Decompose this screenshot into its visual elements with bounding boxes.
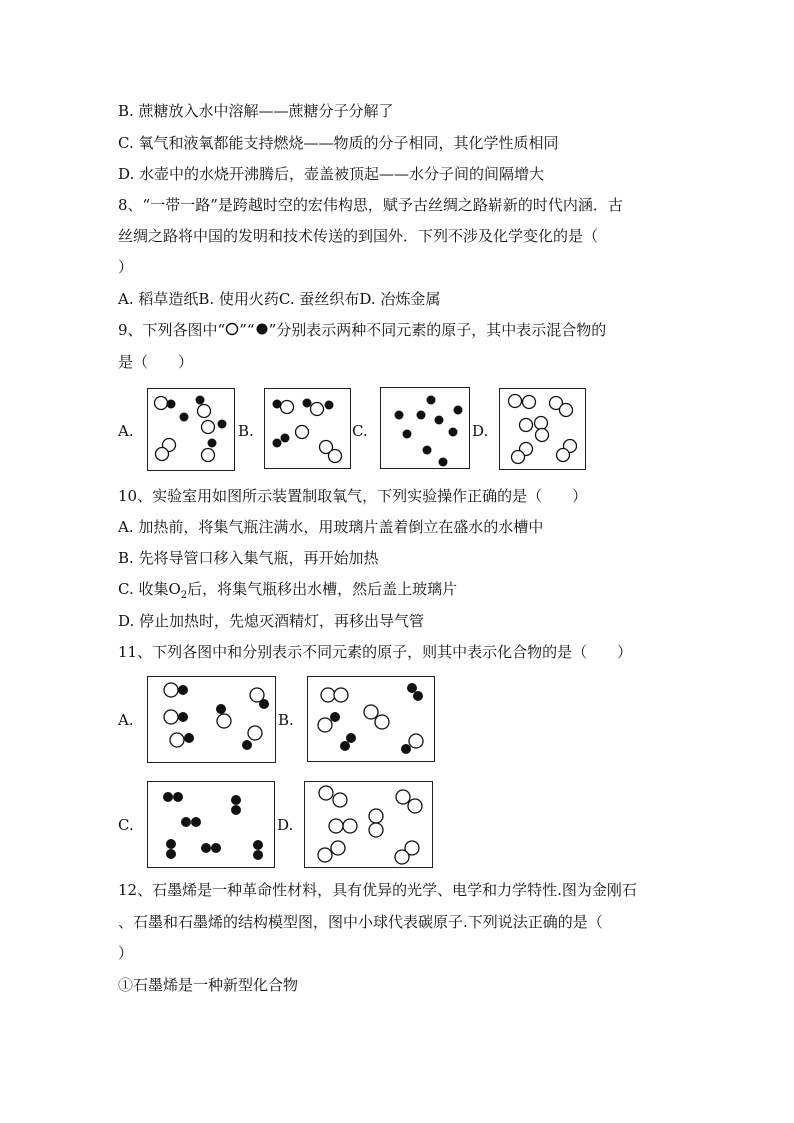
q10-option-b: B. 先将导管口移入集气瓶，再开始加热	[118, 549, 379, 567]
q9-label-b: B.	[238, 422, 254, 440]
q9-label-a: A.	[118, 422, 134, 440]
q8-stem-line3: ）	[118, 258, 134, 276]
q9-diagram-a-atoms	[148, 389, 234, 470]
q11-diagram-d-atoms	[305, 782, 432, 867]
q9-label-c: C.	[352, 422, 368, 440]
q9-stem-prefix: 9、下列各图中“	[118, 321, 226, 339]
q9-label-d: D.	[472, 422, 489, 440]
q11-label-a: A.	[118, 711, 134, 729]
q9-diagram-d	[499, 388, 586, 470]
q7-option-d: D. 水壶中的水烧开沸腾后，壶盖被顶起——水分子间的间隔增大	[118, 165, 545, 183]
q11-diagram-b	[307, 676, 435, 762]
q9-diagram-b-atoms	[265, 389, 350, 468]
q9-diagram-a	[147, 388, 235, 471]
q9-diagram-b	[264, 388, 351, 469]
q9-stem-line2: 是（ ）	[118, 353, 194, 371]
q9-diagram-c	[380, 387, 470, 469]
q11-label-c: C.	[118, 816, 134, 834]
q9-diagram-d-atoms	[500, 389, 585, 469]
q7-option-c: C. 氧气和液氧都能支持燃烧——物质的分子相同，其化学性质相同	[118, 134, 559, 152]
q11-diagram-c-atoms	[148, 782, 274, 867]
q11-label-d: D.	[277, 816, 294, 834]
q9-stem-suffix: ”分别表示两种不同元素的原子，其中表示混合物的	[268, 321, 607, 339]
q12-stem-line2: 、石墨和石墨烯的结构模型图，图中小球代表碳原子.下列说法正确的是（	[118, 913, 603, 931]
q10-option-d: D. 停止加热时，先熄灭酒精灯，再移出导气管	[118, 612, 425, 630]
q9-stem-mid: ”“	[239, 321, 255, 339]
q9-stem-line1	[118, 320, 606, 340]
q10-option-c-post: 后，将集气瓶移出水槽，然后盖上玻璃片	[187, 580, 458, 598]
q12-stem-line1: 12、石墨烯是一种革命性材料，具有优异的光学、电学和力学特性.图为金刚石	[118, 881, 637, 899]
open-circle-icon	[225, 322, 239, 336]
q10-option-a: A. 加热前，将集气瓶注满水，用玻璃片盖着倒立在盛水的水槽中	[118, 518, 544, 536]
q10-option-c-sub: 2	[180, 590, 188, 601]
q11-diagram-a	[147, 676, 276, 763]
q11-label-b: B.	[278, 711, 294, 729]
q8-stem-line1: 8、“一带一路”是跨越时空的宏伟构思，赋予古丝绸之路崭新的时代内涵．古	[118, 196, 623, 214]
q11-diagram-a-atoms	[148, 677, 275, 762]
q12-stem-line3: ）	[118, 944, 134, 962]
q8-options: A. 稻草造纸B. 使用火药C. 蚕丝织布D. 冶炼金属	[118, 290, 441, 308]
q11-stem: 11、下列各图中和分别表示不同元素的原子，则其中表示化合物的是（ ）	[118, 643, 633, 661]
q11-diagram-b-atoms	[308, 677, 434, 761]
q10-stem: 10、实验室用如图所示装置制取氧气，下列实验操作正确的是（ ）	[118, 487, 588, 505]
filled-circle-icon	[255, 322, 269, 336]
q12-item-1: ①石墨烯是一种新型化合物	[118, 976, 299, 994]
q11-diagram-d	[304, 781, 433, 868]
q10-option-c	[118, 579, 457, 606]
q9-diagram-c-atoms	[381, 388, 469, 468]
q7-option-b: B. 蔗糖放入水中溶解——蔗糖分子分解了	[118, 102, 394, 120]
q10-option-c-pre: C. 收集O	[118, 580, 181, 598]
q8-stem-line2: 丝绸之路将中国的发明和技术传送的到国外．下列不涉及化学变化的是（	[118, 227, 599, 245]
q11-diagram-c	[147, 781, 275, 868]
